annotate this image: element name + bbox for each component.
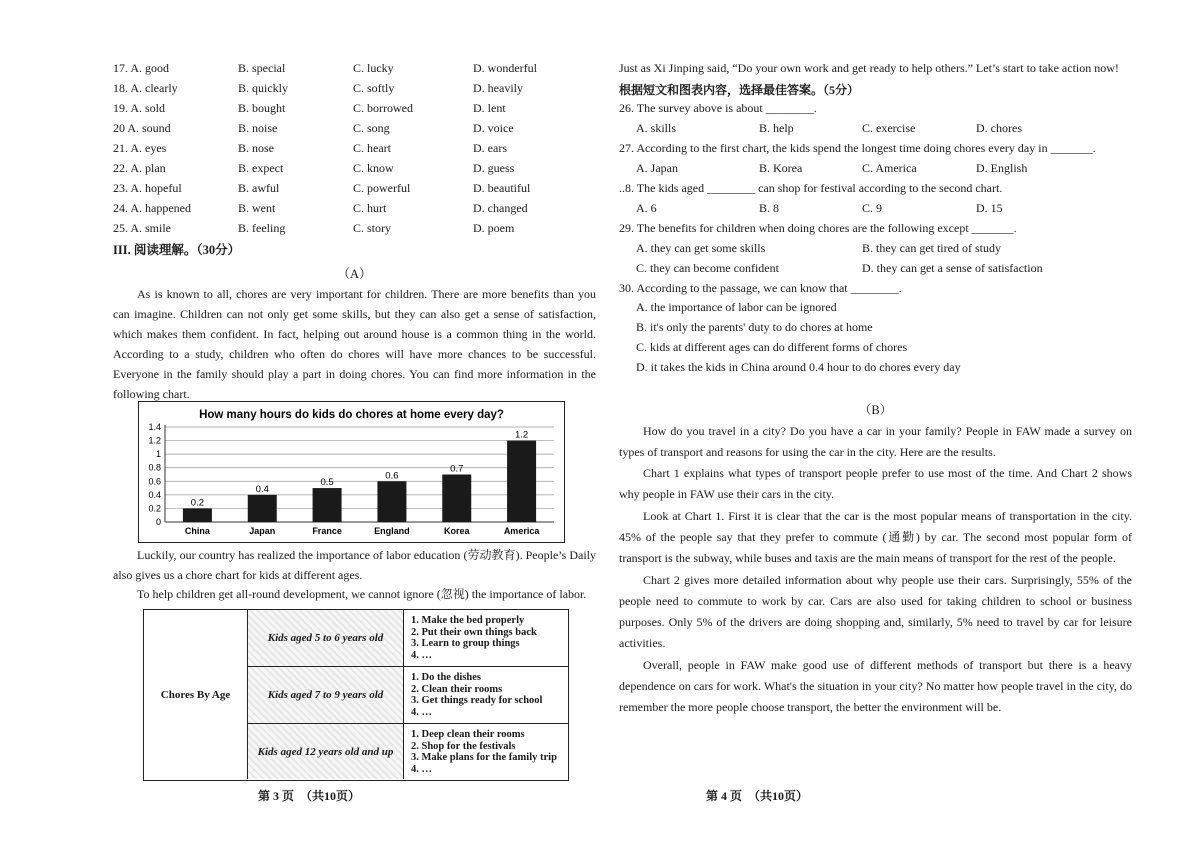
bar-value-label: 0.7 [450,463,464,475]
chart-bar [377,481,406,522]
x-category-label: France [312,526,342,536]
page-footer-4: 第 4 页 （共10页） [706,789,809,803]
age-group-cell: Kids aged 7 to 9 years old [247,667,404,724]
y-tick-label: 1.4 [148,422,161,432]
task-item: 1. Deep clean their rooms [411,729,525,740]
y-tick-label: 0 [155,517,161,527]
x-category-label: Korea [443,526,470,536]
y-tick-label: 0.4 [148,489,161,500]
instruction: 根据短文和图表内容，选择最佳答案。（5分） [619,83,860,97]
task-item: 2. Shop for the festivals [411,740,516,752]
x-category-label: England [374,526,410,536]
intro-quote: Just as Xi Jinping said, “Do your own work and get ready to help others.” Let’s start to take action now! [619,61,1119,75]
task-list [404,667,568,724]
chores-table-label: Chores By Age [160,689,231,701]
task-list [404,610,568,667]
task-item: 2. Clean their rooms [411,683,503,695]
after-chart-paragraph-2: To help children get all-round development, we cannot ignore (忽视) the importance of labor. [137,587,587,601]
y-tick-label: 0.6 [148,476,161,487]
after-chart-paragraph-1: Luckily, our country has realized the importance of labor education (劳动教育). People’s Daily also gives us a chore chart for kids at different ages. [113,548,596,582]
question-29: 29. The benefits for children when doing chores are the following except _______. [619,221,1017,235]
chart-bar [183,508,212,522]
passage-b-paragraph-5: Overall, people in FAW make good use of different methods of transport but there is a heavy dependence on cars for work. What's the situation in your city? No matter how people travel in the city, do remember the more people choose transport, the better the environment will be. [619,658,1132,714]
chart-title: How many hours do kids do chores at home every day? [199,409,504,421]
chores-hours-chart [138,401,565,543]
question-30-option-a: A. the importance of labor can be ignored [636,300,837,314]
passage-b-paragraph-4: Chart 2 gives more detailed information about why people use their cars. Surprisingly, 55% of the people need to commute to work by car. Cars are also used for taking children to school or business purposes. Only 5% of the drivers are doing shopping and, similarly, 5% need to travel by car for leisure activities. [619,573,1132,650]
chart-svg [139,402,564,542]
passage-b-paragraph-3: Look at Chart 1. First it is clear that the car is the most popular means of transportation in the city. 45% of the people say that they prefer to commute (通勤) by car. The second most popular form of transport is the subway, while buses and taxis are the main means of transport for the rest of the people. [619,509,1132,565]
y-tick-label: 1.2 [148,435,161,446]
question-30-option-b: B. it's only the parents' duty to do chores at home [636,320,873,334]
section-title: III. 阅读理解。（30分） [113,243,241,257]
task-item: 3. Get things ready for school [411,695,543,706]
age-group-cell: Kids aged 12 years old and up [247,724,404,779]
task-item: 4. … [411,649,432,661]
x-category-label: Japan [249,526,276,536]
task-item: 1. Make the bed properly [411,615,525,626]
right-page: Just as Xi Jinping said, “Do your own work and get ready to help others.” Let’s start to take action now! 根据短文和图表内容，选择最佳答案。（5分） 26. The survey above is about ________. A. skills B. help C. exercise D. chores 27. According to the first chart, the kids spend the longest time doing chores every day in _______. A. Japan B. Korea C. America D. English ..8. The kids aged ________ can shop for festival according to the second chart. A. 6 B. 8 C. 9 D. 15 29. The benefits for children when doing chores are the following except _______. A. they can get some skills B. they can get tired of study C. they can become confident D. they can get a sense of satisfaction 30. According to the passage, we can know that ________. A. the importance of labor can be ignored B. it's only the parents' duty to do chores at home C. kids at different ages can do different forms of chores D. it takes the kids in China around 0.4 hour to do chores every day （B） How do you travel in a city? Do you have a car in your family? People in FAW made a survey on types of transport and reasons for using the car in the city. Here are the results. Chart 1 explains what types of transport people prefer to use most of the time. And Chart 2 shows why people in FAW use their cars in the city. Look at Chart 1. First it is clear that the car is the most popular means of transportation in the city. 45% of the people say that they prefer to commute (通勤) by car. The second most popular form of transport is the subway, while buses and taxis are the main means of transport for the rest of the people. Chart 2 gives more detailed information about why people use their cars. Surprisingly, 55% of the people need to commute to work by car. Cars are also used for taking children to school or business purposes. Only 5% of the drivers are doing shopping and, similarly, 5% need to travel by car for leisure activities. Overall, people in FAW make good use of different methods of transport but there is a heavy dependence on cars for work. What's the situation in your city? No matter how people travel in the city, do remember the more people choose transport, the better the environment will be. 第 4 页 （共10页） [619,61,1132,803]
passage-b-label: （B） [858,403,893,417]
task-list [404,724,568,779]
question-30-option-c: C. kids at different ages can do different forms of chores [636,340,908,354]
y-tick-label: 1 [155,449,161,460]
left-page: 17. A. good B. special C. lucky D. wonderful 18. A. clearly B. quickly C. softly D. heavily 19. A. sold B. bought C. borrowed D. lent 20 A. sound B. noise C. song D. voice 21. A. eyes B. nose C. heart D. ears 22. A. plan B. expect C. know D. guess 23. A. hopeful B. awful C. powerful D. beautiful 24. A. happened B. went C. hurt D. changed 25. A. smile B. feeling C. story D. poem III. 阅读理解。（30分） （A） As is known to all, chores are very important for children. There are more benefits than you can imagine. Children can not only get some skills, but they can also get a sense of satisfaction, which makes them confident. In fact, helping out around house is a common thing in the world. According to a study, children who often do chores will have more chances to be successful. Everyone in the family should play a part in doing chores. You can find more information in the following chart. How many hours do kids do chores at home every day? 0 0.2 0.4 0.6 0.8 1 1.2 1.4 0.2 China 0.4 Japan 0.5 France 0.6 England 0.7 Korea 1.2 America Luckily, our country has realized the importance of labor education (劳动教育). People’s Daily also gives us a chore chart for kids at different ages. To help children get all-round development, we cannot ignore (忽视) the importance of labor. Chores By Age Kids aged 5 to 6 years old 1. Make the bed properly 2. Put their own things back 3. Learn to group things 4. … Kids aged 7 to 9 years old 1. Do the dishes 2. Clean their rooms 3. Get things ready for school 4. … Kids aged 12 years old and up 1. Deep clean their rooms 2. Shop for the festivals 3. Make plans for the family trip 4. … 第 3 页 （共10页） [113,61,596,803]
passage-a-text: As is known to all, chores are very important for children. There are more benefits than you can imagine. Children can not only get some skills, but they can also get a sense of satisfaction, which makes them confident. In fact, helping out around house is a common thing in the world. According to a study, children who often do chores will have more chances to be successful. Everyone in the family should play a part in doing chores. You can find more information in the following chart. [113,287,596,401]
passage-a-label: （A） [337,267,372,281]
task-item: 3. Make plans for the family trip [411,752,557,763]
task-item: 3. Learn to group things [411,638,520,649]
bar-value-label: 0.5 [320,477,334,489]
chores-by-age-table [143,609,569,781]
task-item: 2. Put their own things back [411,626,537,638]
task-item: 4. … [411,763,432,775]
bar-value-label: 1.2 [514,429,529,441]
task-item: 4. … [411,706,432,718]
passage-b-paragraph-2: Chart 1 explains what types of transport people prefer to use most of the time. And Chart 2 shows why people in FAW use their cars in the city. [619,466,1132,501]
x-category-label: America [503,526,540,536]
x-category-label: China [184,526,210,536]
y-tick-label: 0.8 [148,462,161,473]
bar-value-label: 0.4 [255,483,269,495]
question-28: ..8. The kids aged ________ can shop for festival according to the second chart. [619,181,1003,195]
page-footer-3: 第 3 页 （共10页） [258,789,361,803]
chart-bar [248,495,277,522]
y-tick-label: 0.2 [148,503,161,514]
passage-b-paragraph-1: How do you travel in a city? Do you have a car in your family? People in FAW made a survey on types of transport and reasons for using the car in the city. Here are the results. [619,424,1132,459]
bar-value-label: 0.6 [385,470,399,482]
chart-bar [313,488,342,522]
question-30: 30. According to the passage, we can know that ________. [619,281,902,295]
question-27: 27. According to the first chart, the kids spend the longest time doing chores every day in _______. [619,141,1096,155]
question-26: 26. The survey above is about ________. [619,101,817,115]
chart-bar [507,441,536,522]
bar-value-label: 0.2 [190,497,205,509]
task-item: 1. Do the dishes [411,672,482,683]
age-group-cell: Kids aged 5 to 6 years old [247,610,404,667]
question-30-option-d: D. it takes the kids in China around 0.4 hour to do chores every day [636,360,961,374]
chart-bar [442,475,471,523]
